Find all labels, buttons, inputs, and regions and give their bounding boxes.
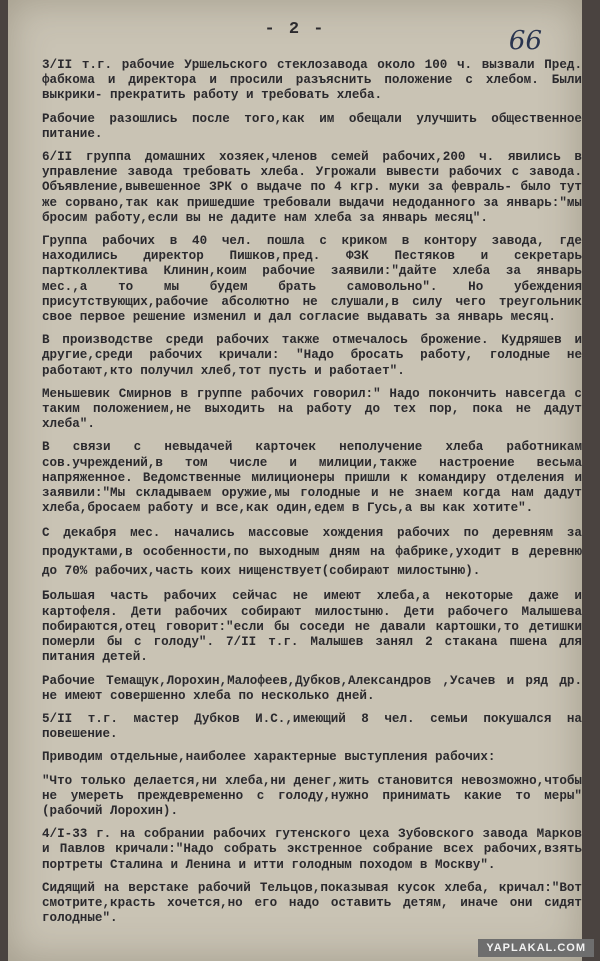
paragraph-15: Сидящий на верстаке рабочий Тельцов,показывая кусок хлеба, кричал:"Вот смотрите,красть хочется,но его надо оставить детям, иначе они сидят голодные". [42,880,582,926]
paragraph-14: 4/I-33 г. на собрании рабочих гутенского цеха Зубовского завода Марков и Павлов кричали:"Надо собрать экстренное собрание всех рабочих,взять портреты Сталина и Ленина и итти голодным походом в Москву". [42,827,582,872]
paragraph-11: 5/II т.г. мастер Дубков И.С.,имеющий 8 чел. семьи покушался на повешение. [42,711,582,742]
paragraph-12: Приводим отдельные,наиболее характерные выступления рабочих: [42,750,496,765]
document-page [8,0,582,961]
paragraph-7: В связи с невыдачей карточек неполучение хлеба работникам сов.учреждений,в том числе и милиции,также настроение весьма напряженное. Ведомственные милиционеры пришли к командиру отделения и заявили:"Мы складываем оружие,мы голодные и не знаем когда нам дадут хлеба,бросаем работу и все,как один,едем в Гусь,а вы как хотите". [42,440,582,516]
paragraph-6: Меньшевик Смирнов в группе рабочих говорил:" Надо покончить навсегда с таким положением,не выходить на работу до тех пор, пока не дадут хлеба". [42,386,582,432]
paper-tear-edge [0,300,8,500]
paragraph-10: Рабочие Темащук,Лорохин,Малофеев,Дубков,Александров ,Усачев и ряд др. не имеют совершенно хлеба по несколько дней. [42,673,582,703]
page-number: - 2 - [264,20,326,39]
paragraph-4: Группа рабочих в 40 чел. пошла с криком в контору завода, где находились директор Пишков,пред. ФЗК Пестяков и секретарь партколлектива Клинин,коим рабочие заявили:"дайте хлеба за январь мес.,а то мы будем брать самовольно". Но убеждения присутствующих,рабочие абсолютно не слушали,в силу чего треугольник свое первое решение изменил и дал согласие выдавать за январь месяц. [42,234,582,325]
paragraph-2: Рабочие разошлись после того,как им обещали улучшить общественное питание. [42,111,582,141]
paragraph-13: "Что только делается,ни хлеба,ни денег,жить становится невозможно,чтобы не умереть преждевременно с голоду,нужно принимать какие то меры"(рабочий Лорохин). [42,773,582,818]
handwritten-folio-number: 66 [508,26,542,56]
paragraph-5: В производстве среди рабочих также отмечалось брожение. Кудряшев и другие,среди рабочих кричали: "Надо бросать работу, голодные не работают,кто получил хлеб,тот пусть и работает". [42,333,582,378]
paragraph-3: 6/II группа домашних хозяек,членов семей рабочих,200 ч. явились в управление завода требовать хлеба. Угрожали вывести рабочих с завода. Объявление,вывешенное ЗРК о выдаче по 4 кгр. муки за февраль- было тут же сорвано,так как пришедшие требовали выдачи недоданного за январь:"мы бросим работу,если вы не дадите нам хлеба за январь месяц". [42,150,582,225]
paragraph-9: Большая часть рабочих сейчас не имеют хлеба,а некоторые даже и картофеля. Дети рабочих собирают милостыню. Дети рабочего Малышева побираются,отец говорит:"если бы соседи не давали картошки,то детишки померли бы с голоду". 7/II т.г. Малышев занял 2 стакана пшена для питания детей. [42,589,582,665]
paragraph-8: С декабря мес. начались массовые хождения рабочих по деревням за продуктами,в особенности,по выходным дням на фабрике,уходит в деревню до 70% рабочих,часть коих нищенствует(собирают милостыню). [42,526,582,579]
document-body [42,58,582,934]
watermark-logo: YAPLAKAL.COM [478,939,594,957]
paragraph-1: 3/II т.г. рабочие Уршельского стеклозавода около 100 ч. вызвали Пред. фабкома и директора и просили разъяснить положение с хлебом. Были выкрики- прекратить работу и требовать хлеба. [42,58,582,103]
